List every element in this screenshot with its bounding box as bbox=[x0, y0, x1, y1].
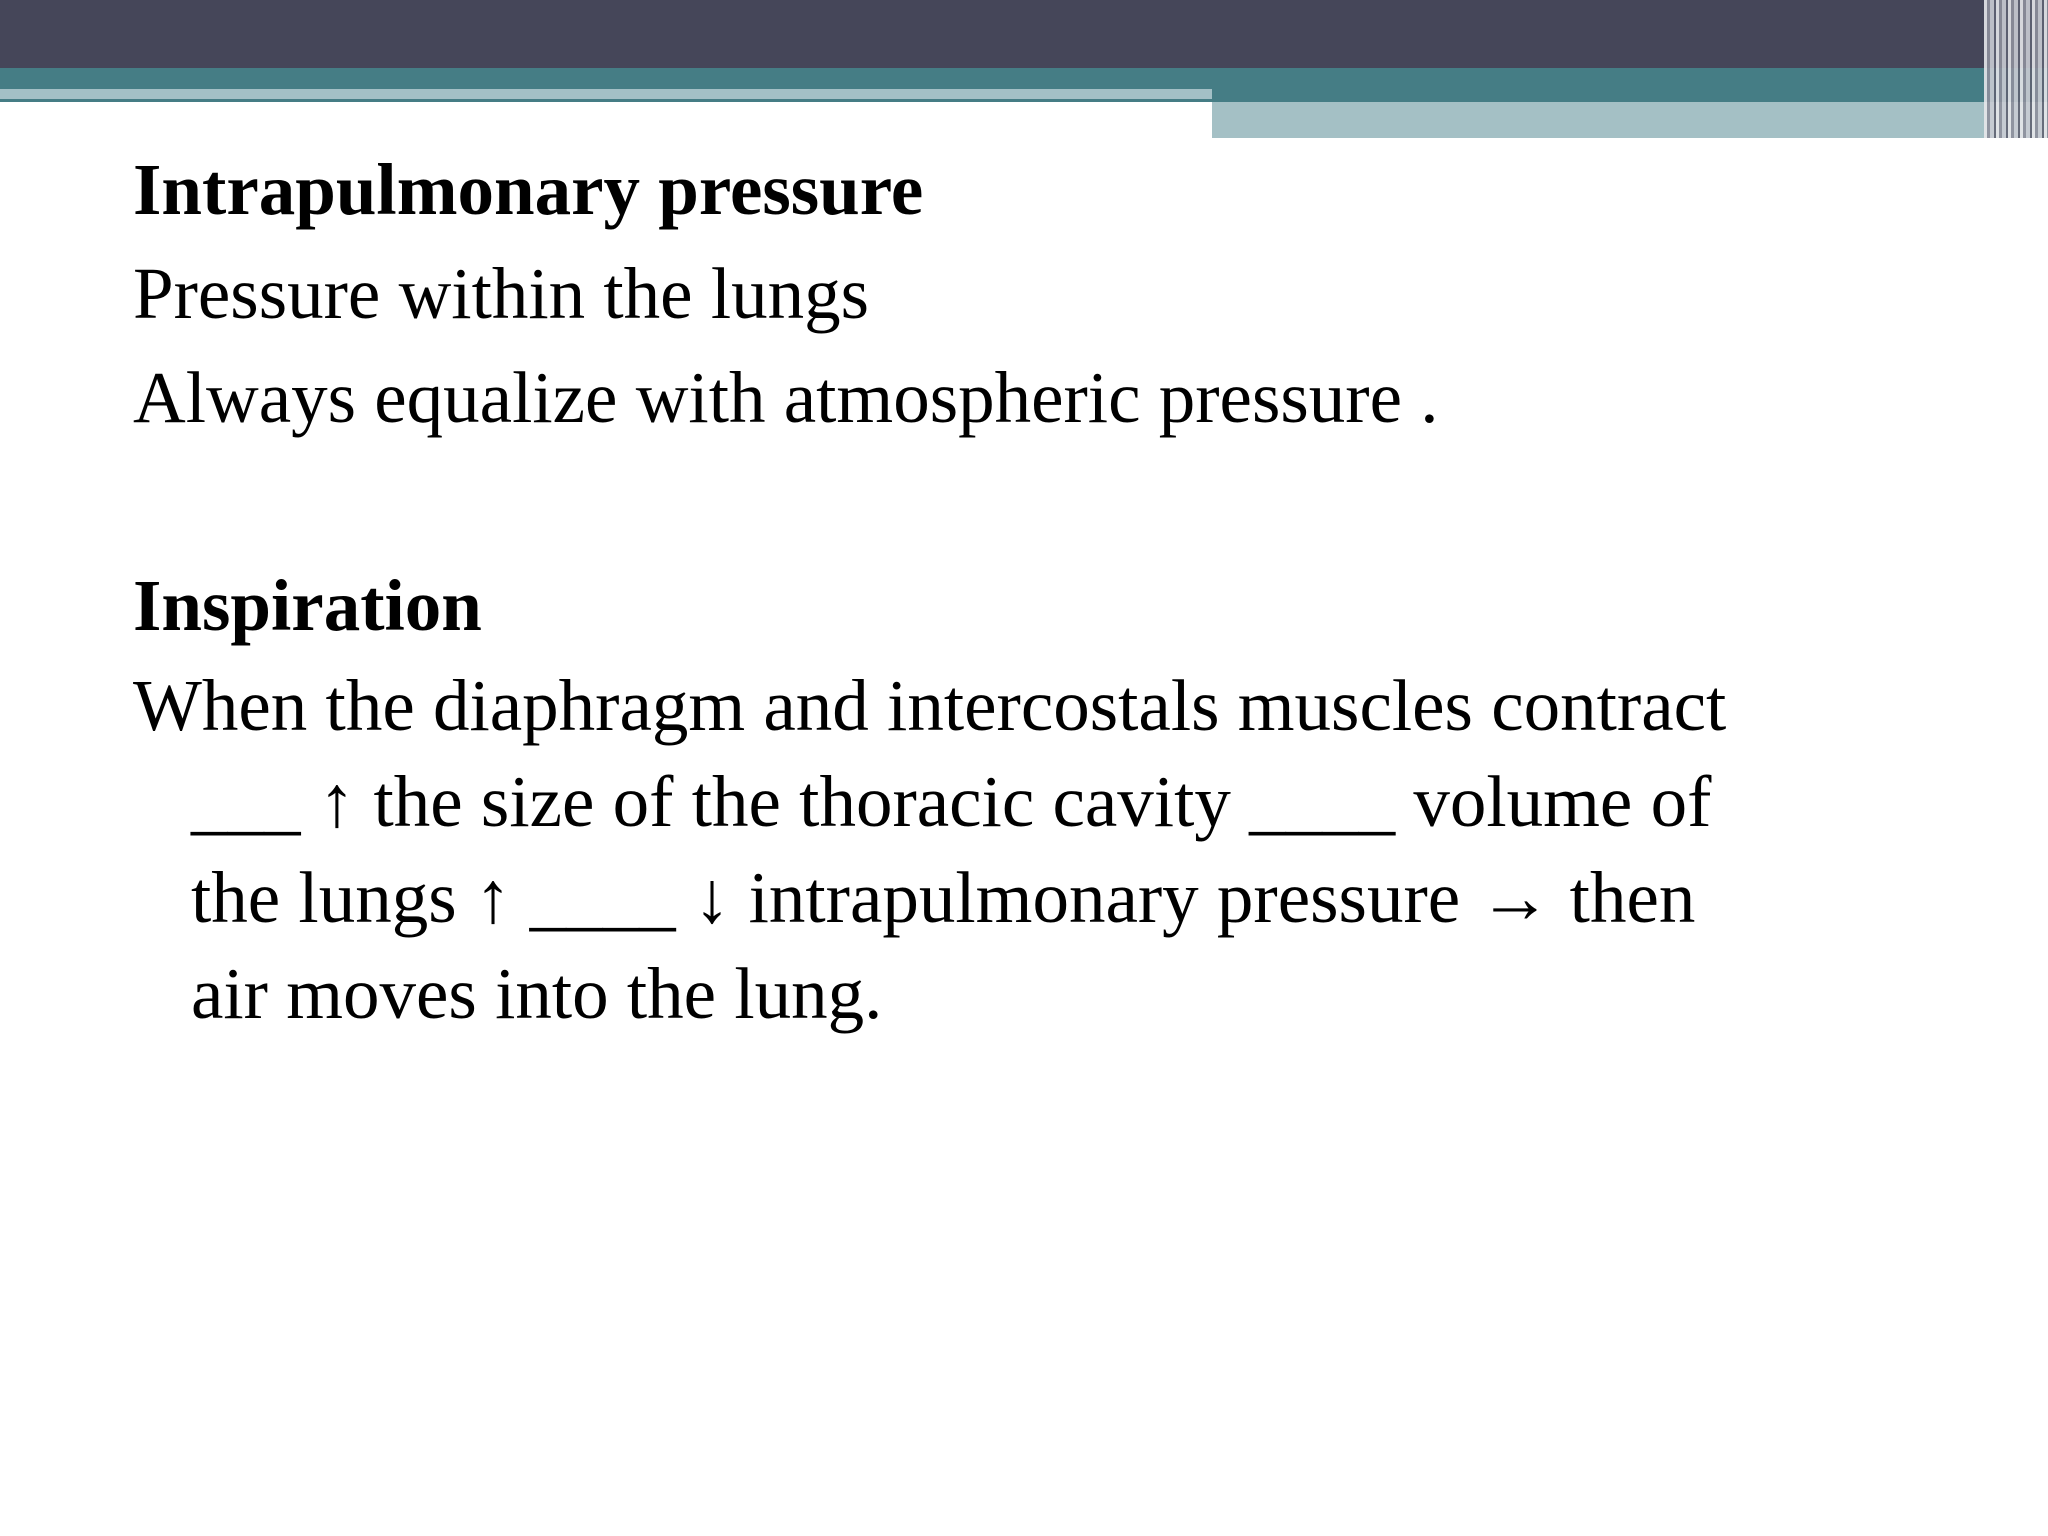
inspiration-line-3: the lungs ↑ ____ ↓ intrapulmonary pressure → then bbox=[191, 857, 1696, 938]
definition-line: Pressure within the lungs bbox=[133, 253, 870, 334]
header-light-tab bbox=[1212, 102, 2048, 138]
header-corner-stripes bbox=[1984, 0, 2048, 138]
inspiration-line-2: ___ ↑ the size of the thoracic cavity ____ volume of bbox=[191, 761, 1712, 842]
equalize-line: Always equalize with atmospheric pressure . bbox=[133, 357, 1439, 438]
section-heading-intrapulmonary: Intrapulmonary pressure bbox=[133, 149, 924, 230]
inspiration-line-1: When the diaphragm and intercostals muscles contract bbox=[133, 665, 1727, 746]
slide-content bbox=[133, 138, 1933, 1042]
section-spacer bbox=[133, 450, 1933, 554]
header-light-stripe bbox=[0, 89, 1212, 99]
section-heading-inspiration: Inspiration bbox=[133, 565, 482, 646]
header-dark-band bbox=[0, 0, 2048, 68]
inspiration-line-4: air moves into the lung. bbox=[191, 953, 883, 1034]
